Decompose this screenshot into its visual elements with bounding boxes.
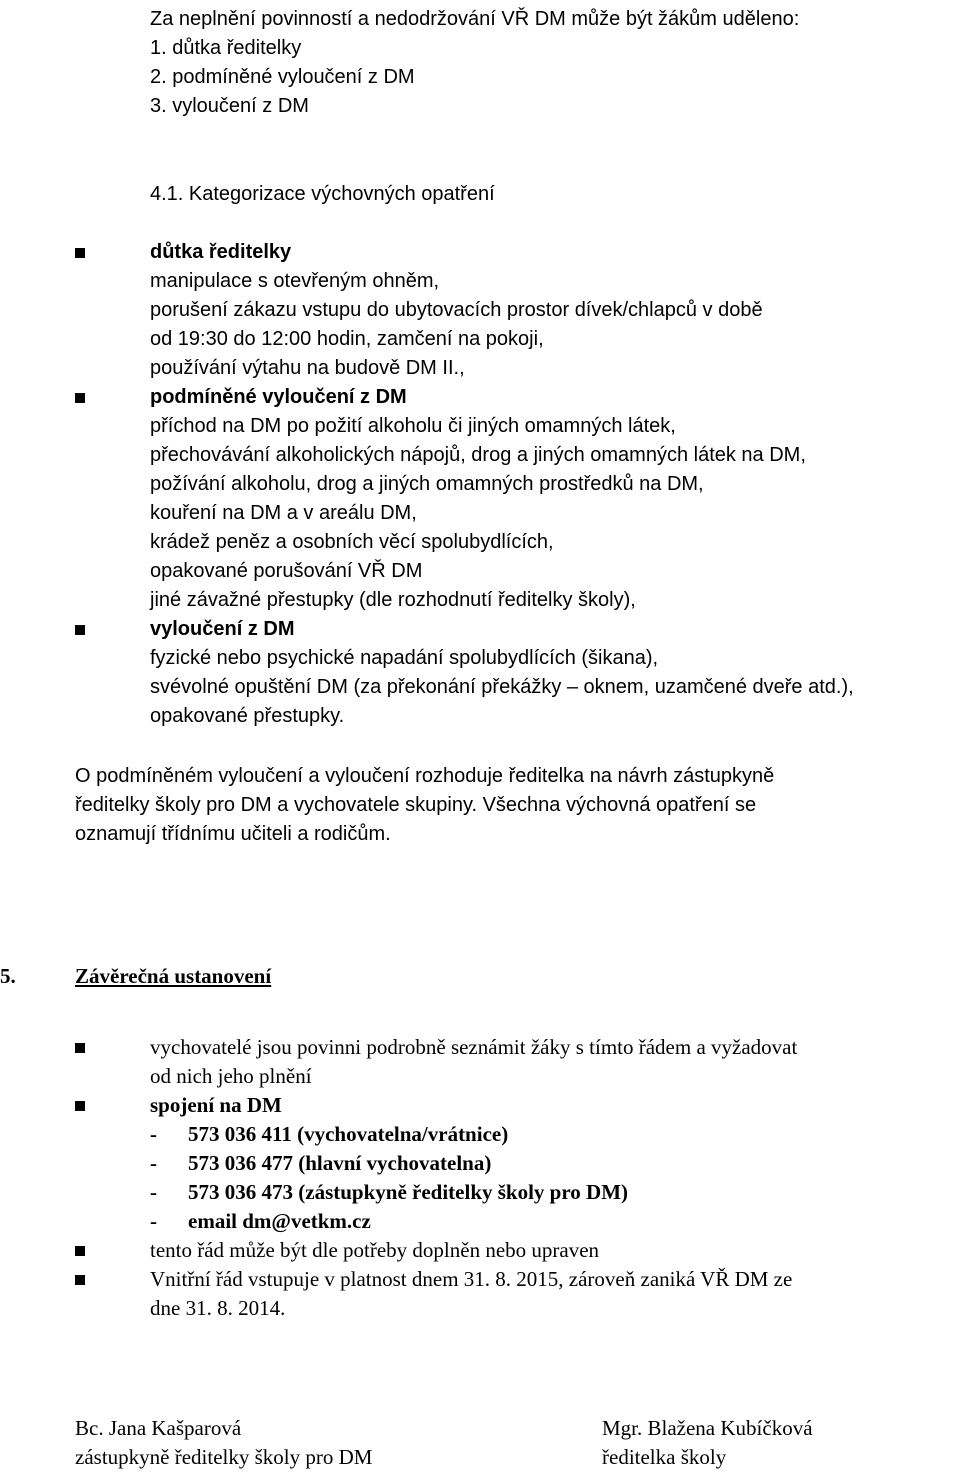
offense-line: používání výtahu na budově DM II., bbox=[150, 357, 465, 379]
dash: - bbox=[150, 1151, 157, 1175]
contact-email: email dm@vetkm.cz bbox=[188, 1209, 371, 1233]
bullet-icon bbox=[75, 1101, 85, 1111]
section-5-title: Závěrečná ustanovení bbox=[75, 964, 272, 988]
offense-line: příchod na DM po požití alkoholu či jiných omamných látek, bbox=[150, 415, 676, 437]
offense-line: kouření na DM a v areálu DM, bbox=[150, 502, 417, 524]
final-provision-line: dne 31. 8. 2014. bbox=[150, 1296, 286, 1320]
offense-line: svévolné opuštění DM (za překonání překážky – oknem, uzamčené dveře atd.), bbox=[150, 676, 854, 698]
category-reprimand-label: důtka ředitelky bbox=[150, 241, 292, 263]
section-4-1-title: 4.1. Kategorizace výchovných opatření bbox=[150, 183, 495, 205]
offense-line: opakované přestupky. bbox=[150, 705, 345, 727]
dash: - bbox=[150, 1209, 157, 1233]
decision-paragraph-line: oznamují třídnímu učiteli a rodičům. bbox=[75, 823, 391, 845]
final-provision-line: vychovatelé jsou povinni podrobně seznámit žáky s tímto řádem a vyžadovat bbox=[150, 1035, 798, 1059]
signature-right-role: ředitelka školy bbox=[602, 1445, 727, 1469]
intro-item-3: 3. vyloučení z DM bbox=[150, 95, 309, 117]
offense-line: požívání alkoholu, drog a jiných omamných prostředků na DM, bbox=[150, 473, 704, 495]
bullet-icon bbox=[75, 1275, 85, 1285]
final-provision-line: od nich jeho plnění bbox=[150, 1064, 312, 1088]
contact-phone-main: 573 036 477 (hlavní vychovatelna) bbox=[188, 1151, 492, 1175]
decision-paragraph-line: O podmíněném vyloučení a vyloučení rozhoduje ředitelka na návrh zástupkyně bbox=[75, 765, 775, 787]
offense-line: přechovávání alkoholických nápojů, drog a jiných omamných látek na DM, bbox=[150, 444, 806, 466]
offense-line: jiné závažné přestupky (dle rozhodnutí ředitelky školy), bbox=[150, 589, 636, 611]
offense-line: fyzické nebo psychické napadání spolubydlících (šikana), bbox=[150, 647, 659, 669]
bullet-icon bbox=[75, 1043, 85, 1053]
bullet-icon bbox=[75, 1246, 85, 1256]
contact-phone-reception: 573 036 411 (vychovatelna/vrátnice) bbox=[188, 1122, 509, 1146]
bullet-icon bbox=[75, 625, 85, 635]
decision-paragraph-line: ředitelky školy pro DM a vychovatele skupiny. Všechna výchovná opatření se bbox=[75, 794, 757, 816]
offense-line: opakované porušování VŘ DM bbox=[150, 560, 423, 582]
dash: - bbox=[150, 1122, 157, 1146]
contact-label: spojení na DM bbox=[150, 1093, 282, 1117]
signature-left-name: Bc. Jana Kašparová bbox=[75, 1416, 242, 1440]
final-provision-line: Vnitřní řád vstupuje v platnost dnem 31. 8. 2015, zároveň zaniká VŘ DM ze bbox=[150, 1267, 793, 1291]
contact-phone-deputy: 573 036 473 (zástupkyně ředitelky školy pro DM) bbox=[188, 1180, 629, 1204]
intro-item-1: 1. důtka ředitelky bbox=[150, 37, 302, 59]
signature-right-name: Mgr. Blažena Kubíčková bbox=[602, 1416, 813, 1440]
intro-item-2: 2. podmíněné vyloučení z DM bbox=[150, 66, 415, 88]
dash: - bbox=[150, 1180, 157, 1204]
signature-left-role: zástupkyně ředitelky školy pro DM bbox=[75, 1445, 373, 1469]
offense-line: od 19:30 do 12:00 hodin, zamčení na pokoji, bbox=[150, 328, 544, 350]
offense-line: krádež peněz a osobních věcí spolubydlících, bbox=[150, 531, 554, 553]
final-provision-line: tento řád může být dle potřeby doplněn nebo upraven bbox=[150, 1238, 600, 1262]
offense-line: porušení zákazu vstupu do ubytovacích prostor dívek/chlapců v době bbox=[150, 299, 763, 321]
section-5-number: 5. bbox=[0, 964, 16, 988]
bullet-icon bbox=[75, 393, 85, 403]
intro-heading: Za neplnění povinností a nedodržování VŘ DM může být žákům uděleno: bbox=[150, 8, 800, 30]
offense-line: manipulace s otevřeným ohněm, bbox=[150, 270, 440, 292]
bullet-icon bbox=[75, 248, 85, 258]
category-conditional-expulsion-label: podmíněné vyloučení z DM bbox=[150, 386, 407, 408]
category-expulsion-label: vyloučení z DM bbox=[150, 618, 295, 640]
